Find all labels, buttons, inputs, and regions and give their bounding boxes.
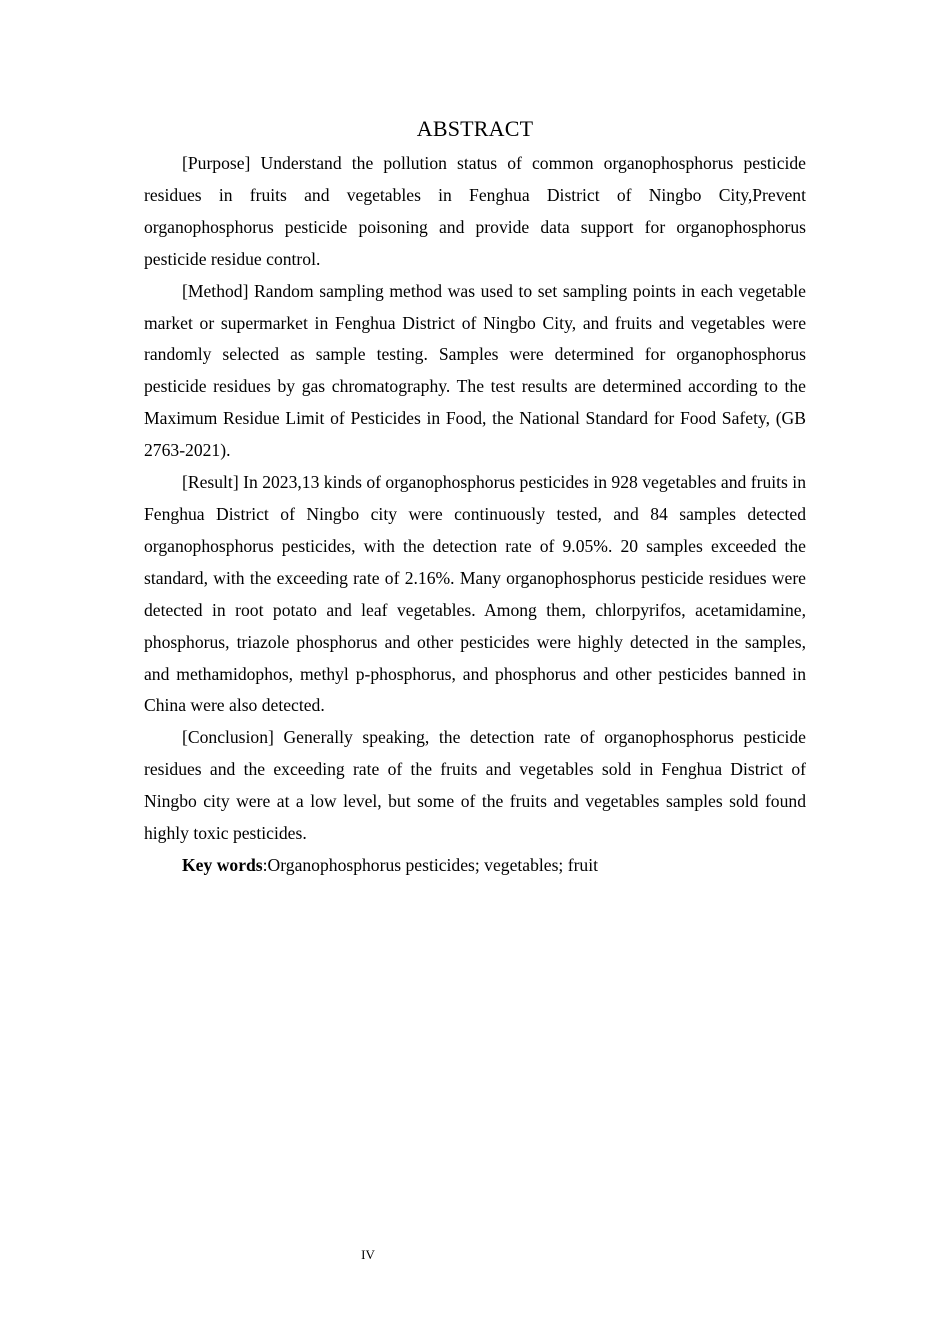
method-label: [Method] bbox=[182, 280, 249, 301]
keywords-label: Key words bbox=[182, 854, 263, 875]
method-paragraph bbox=[144, 276, 806, 467]
conclusion-label: [Conclusion] bbox=[182, 727, 274, 748]
result-text: In 2023,13 kinds of organophosphorus pesticides in 928 vegetables and fruits in Fenghua District of Ningbo city were continuously tested, and 84 samples detected organophosphorus pesticides, with the detection rate of 9.05%. 20 samples exceeded the standard, with the exceeding rate of 2.16%. Many organophosphorus pesticide residues were detected in root potato and leaf vegetables. Among them, chlorpyrifos, acetamidamine, phosphorus, triazole phosphorus and other pesticides were highly detected in the samples, and methamidophos, methyl p-phosphorus, and phosphorus and other pesticides banned in China were also detected. bbox=[144, 472, 806, 716]
abstract-title: ABSTRACT bbox=[416, 116, 534, 141]
keywords-text: :Organophosphorus pesticides; vegetables; fruit bbox=[262, 854, 598, 875]
conclusion-paragraph bbox=[144, 722, 806, 850]
purpose-label: [Purpose] bbox=[182, 153, 251, 173]
purpose-text: Understand the pollution status of common organophosphorus pesticide residues in fruits and vegetables in Fenghua District of Ningbo City,Prevent organophosphorus pesticide poisoning and provide data support for organophosphorus pesticide residue control. bbox=[144, 153, 806, 269]
abstract-body bbox=[144, 148, 806, 882]
conclusion-text: Generally speaking, the detection rate of organophosphorus pesticide residues and the exceeding rate of the fruits and vegetables sold in Fenghua District of Ningbo city were at a low level, but some of the fruits and vegetables samples sold found highly toxic pesticides. bbox=[144, 727, 806, 844]
keywords-paragraph bbox=[144, 850, 806, 882]
page-number: IV bbox=[361, 1247, 375, 1262]
result-label: [Result] bbox=[182, 472, 239, 493]
method-text: Random sampling method was used to set sampling points in each vegetable market or supermarket in Fenghua District of Ningbo City, and fruits and vegetables were randomly selected as sample testing. Samples were determined for organophosphorus pesticide residues by gas chromatography. The test results are determined according to the Maximum Residue Limit of Pesticides in Food, the National Standard for Food Safety, (GB 2763-2021). bbox=[144, 280, 806, 461]
purpose-paragraph bbox=[144, 148, 806, 276]
result-paragraph bbox=[144, 467, 806, 722]
